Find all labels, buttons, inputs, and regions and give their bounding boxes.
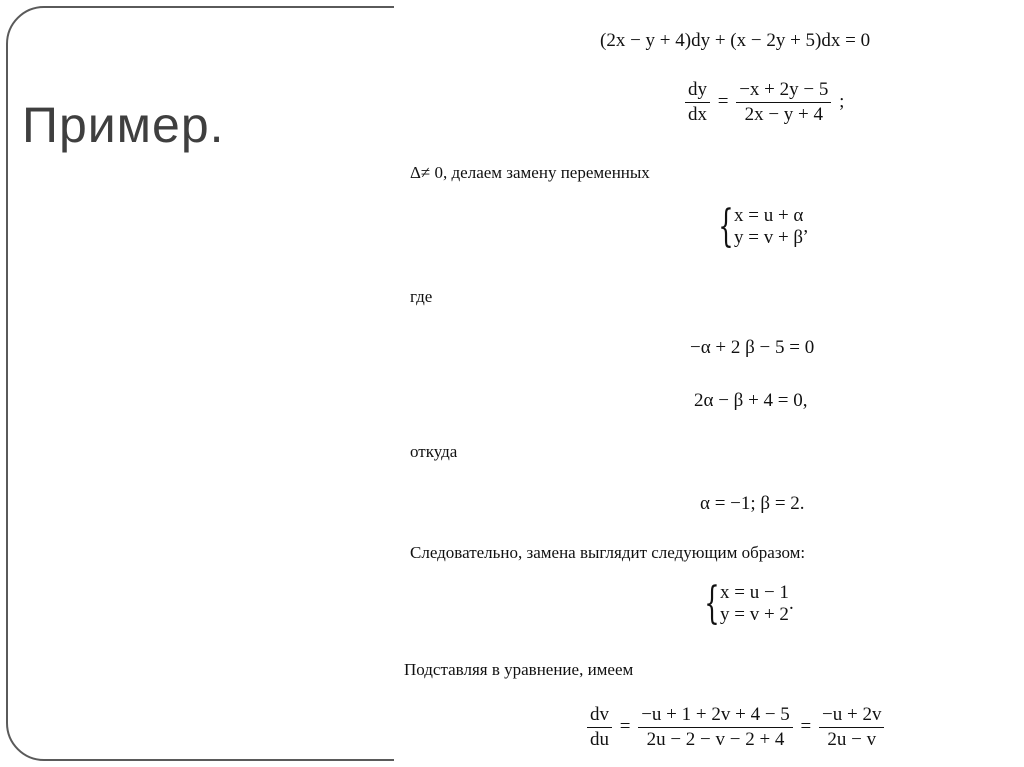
equation-derivative	[682, 80, 844, 125]
fraction-denominator: 2x − y + 4	[744, 103, 824, 125]
fraction-middle	[638, 705, 793, 750]
system-line: y = v + β	[734, 227, 804, 248]
equation-alpha-beta-2: 2α − β + 4 = 0,	[694, 390, 808, 411]
content-panel	[394, 0, 1024, 767]
fraction-dy-dx	[685, 80, 710, 125]
text-substituting: Подставляя в уравнение, имеем	[404, 660, 634, 679]
equation-final	[584, 705, 887, 750]
fraction-rhs	[819, 705, 884, 750]
fraction-denominator: 2u − 2 − v − 2 + 4	[646, 728, 785, 750]
slide-title: Пример.	[22, 97, 225, 153]
left-brace-icon: {	[704, 578, 720, 629]
system-substitution-specific	[698, 578, 794, 629]
equals-sign: =	[619, 715, 631, 737]
punctuation: ,	[803, 216, 809, 237]
equals-sign: =	[800, 715, 812, 737]
punctuation: ;	[839, 90, 845, 112]
equals-sign: =	[717, 90, 729, 112]
text-whence: откуда	[410, 442, 458, 461]
fraction-dv-du	[587, 705, 612, 750]
system-line: y = v + 2	[720, 604, 789, 625]
system-line: x = u + α	[734, 205, 804, 227]
fraction-denominator: 2u − v	[827, 728, 877, 750]
fraction-numerator: −x + 2y − 5	[736, 80, 831, 103]
equation-alpha-beta-1: −α + 2 β − 5 = 0	[690, 337, 815, 358]
equation-main: (2x − y + 4)dy + (x − 2y + 5)dx = 0	[600, 30, 871, 51]
fraction-numerator: −u + 2v	[819, 705, 884, 728]
text-therefore: Следовательно, замена выглядит следующим образом:	[410, 543, 806, 562]
fraction-denominator: du	[590, 728, 609, 750]
text-where: где	[410, 287, 433, 306]
equation-solution: α = −1; β = 2.	[700, 493, 805, 514]
fraction-denominator: dx	[688, 103, 707, 125]
fraction-numerator: −u + 1 + 2v + 4 − 5	[638, 705, 793, 728]
fraction-rhs	[736, 80, 831, 125]
punctuation: .	[788, 593, 794, 614]
system-substitution-general	[712, 201, 809, 252]
fraction-numerator: dv	[587, 705, 612, 728]
left-brace-icon: {	[718, 201, 734, 252]
text-delta-substitution: Δ≠ 0, делаем замену переменных	[410, 163, 650, 182]
system-line: x = u − 1	[720, 582, 789, 604]
fraction-numerator: dy	[685, 80, 710, 103]
